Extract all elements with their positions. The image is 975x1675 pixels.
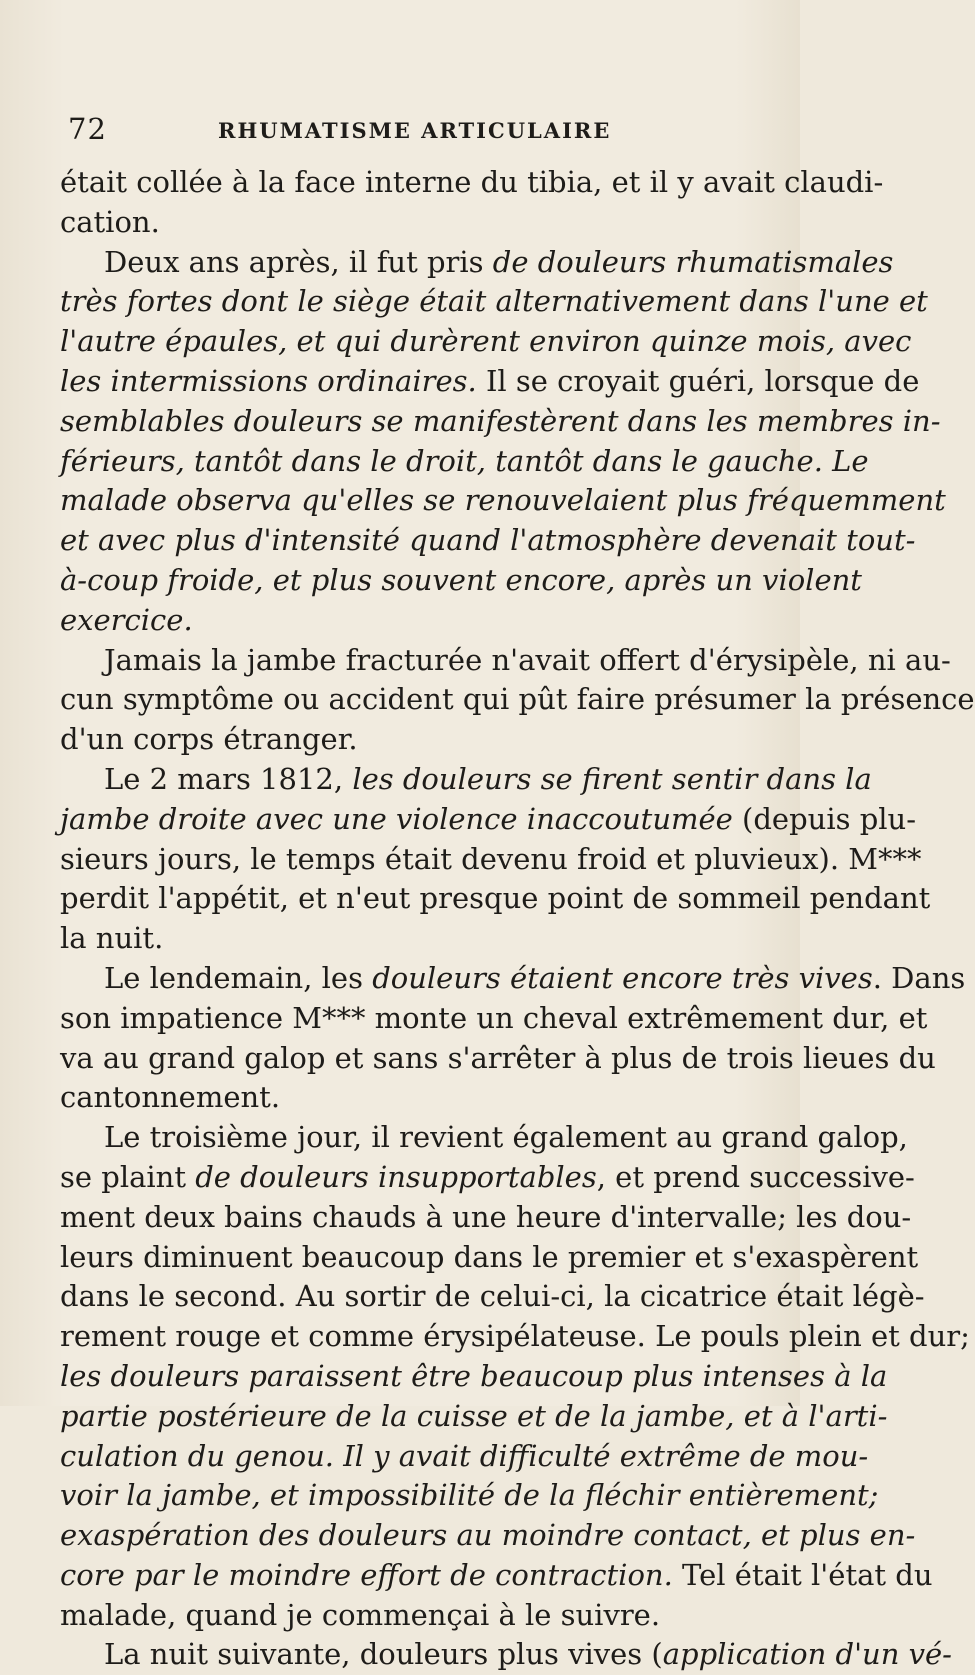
text-line: l'autre épaules, et qui durèrent environ quinze mois, avec <box>60 324 912 359</box>
text-line: la nuit. <box>60 921 164 956</box>
text-line: très fortes dont le siège était alternativement dans l'une et <box>60 284 928 319</box>
text-line: Le troisième jour, il revient également au grand galop, <box>104 1120 908 1155</box>
text-line: d'un corps étranger. <box>60 722 358 757</box>
text-line: core par le moindre effort de contraction. Tel était l'état du <box>60 1557 933 1592</box>
text-line: va au grand galop et sans s'arrêter à plus de trois lieues du <box>60 1040 936 1075</box>
page-number: 72 <box>68 112 107 146</box>
body-text <box>60 163 975 1675</box>
running-title: RHUMATISME ARTICULAIRE <box>218 118 612 143</box>
page-header <box>0 112 800 152</box>
text-line: les intermissions ordinaires. Il se croyait guéri, lorsque de <box>60 363 920 398</box>
text-line: cation. <box>60 204 160 239</box>
text-line: Deux ans après, il fut pris de douleurs rhumatismales <box>104 244 894 279</box>
text-line: exaspération des douleurs au moindre contact, et plus en- <box>60 1518 916 1553</box>
text-line: rement rouge et comme érysipélateuse. Le pouls plein et dur; <box>60 1319 970 1354</box>
text-line: malade, quand je commençai à le suivre. <box>60 1597 661 1632</box>
text-line: était collée à la face interne du tibia, et il y avait claudi- <box>60 165 884 199</box>
text-line: malade observa qu'elles se renouvelaient plus fréquemment <box>60 483 946 518</box>
text-line: cun symptôme ou accident qui pût faire présumer la présence <box>60 682 975 717</box>
text-line: son impatience M*** monte un cheval extrêmement dur, et <box>60 1000 928 1035</box>
text-line: exercice. <box>60 602 193 637</box>
text-line: voir la jambe, et impossibilité de la fléchir entièrement; <box>60 1478 879 1513</box>
text-line: et avec plus d'intensité quand l'atmosphère devenait tout- <box>60 523 916 558</box>
text-line: à-coup froide, et plus souvent encore, après un violent <box>60 562 862 597</box>
text-line: les douleurs paraissent être beaucoup plus intenses à la <box>60 1358 888 1393</box>
text-line: ment deux bains chauds à une heure d'intervalle; les dou- <box>60 1199 912 1234</box>
text-line: semblables douleurs se manifestèrent dans les membres in- <box>60 403 941 438</box>
text-line: sieurs jours, le temps était devenu froid et pluvieux). M*** <box>60 841 922 876</box>
text-line: Le lendemain, les douleurs étaient encore très vives. Dans <box>104 960 966 995</box>
text-line: Le 2 mars 1812, les douleurs se firent sentir dans la <box>104 761 872 796</box>
text-line: dans le second. Au sortir de celui-ci, la cicatrice était légè- <box>60 1279 925 1314</box>
text-line: Jamais la jambe fracturée n'avait offert d'érysipèle, ni au- <box>104 642 951 677</box>
text-line: jambe droite avec une violence inaccoutumée (depuis plu- <box>60 801 917 836</box>
text-line: cantonnement. <box>60 1080 281 1115</box>
text-line: culation du genou. Il y avait difficulté extrême de mou- <box>60 1438 869 1473</box>
text-line: La nuit suivante, douleurs plus vives (application d'un vé- <box>104 1637 952 1672</box>
text-line: se plaint de douleurs insupportables, et prend successive- <box>60 1159 915 1194</box>
text-line: partie postérieure de la cuisse et de la jambe, et à l'arti- <box>60 1398 888 1433</box>
text-line: leurs diminuent beaucoup dans le premier et s'exaspèrent <box>60 1239 919 1274</box>
text-line: perdit l'appétit, et n'eut presque point de sommeil pendant <box>60 881 931 916</box>
text-line: férieurs, tantôt dans le droit, tantôt dans le gauche. Le <box>60 443 869 478</box>
